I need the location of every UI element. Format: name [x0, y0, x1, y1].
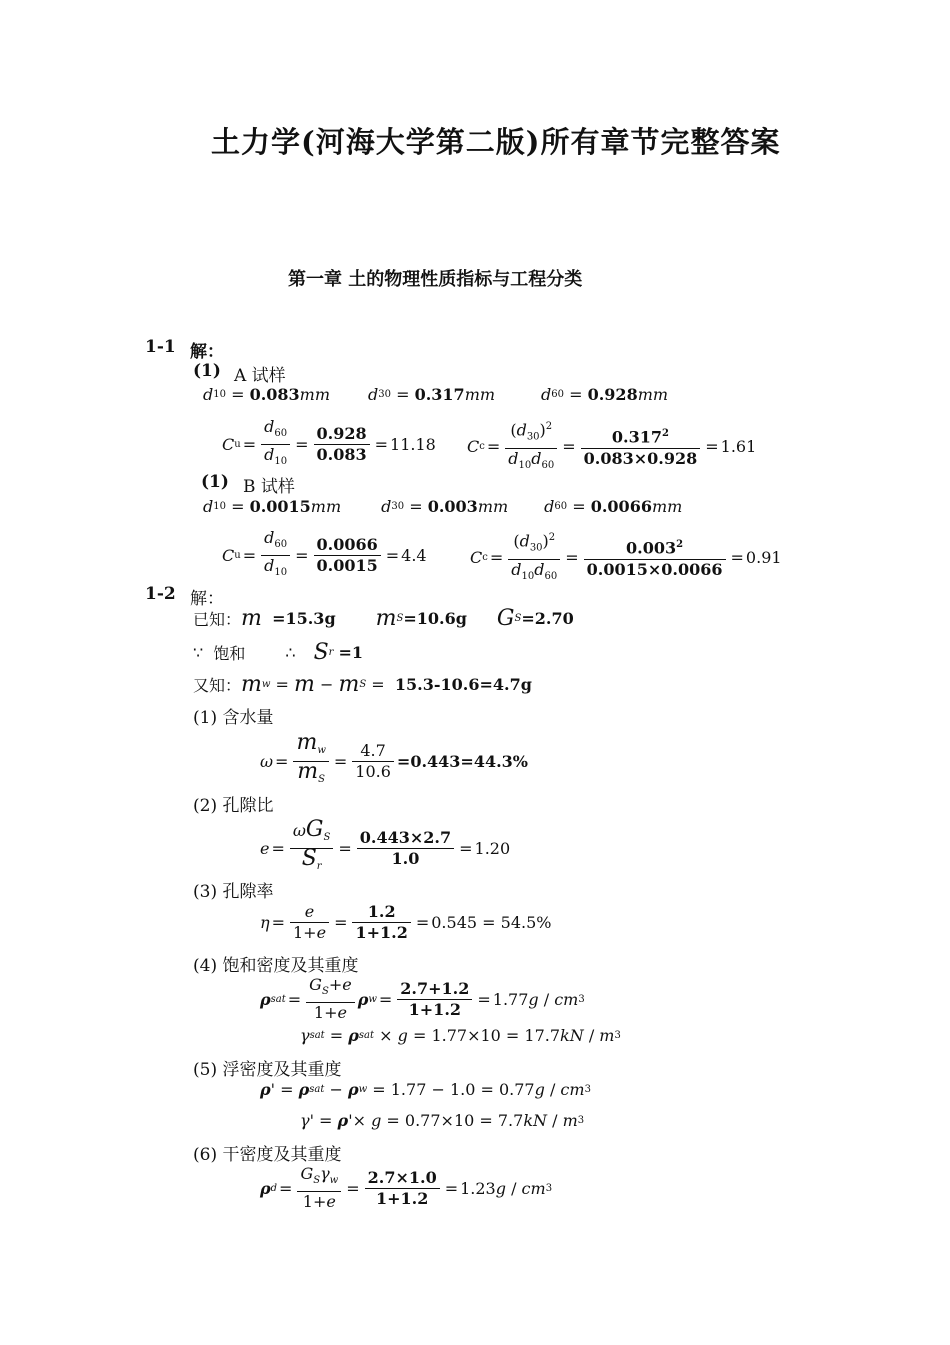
gsat-result: 1.77×10 = 17.7 [431, 1026, 561, 1045]
also-known-label: 又知： [193, 676, 242, 695]
because-symbol: ∵ [193, 643, 204, 662]
step-porosity: (3) 孔隙率 [193, 882, 274, 902]
n-result: 0.545 = 54.5% [431, 913, 552, 932]
sample-a-label: A 试样 [234, 366, 286, 386]
cc-numerator: 0.317 [611, 427, 663, 447]
sample-a-index: (1) [193, 361, 221, 381]
d60-value: 0.0066 [590, 497, 652, 516]
sample-a-cc-equation: C c = $\frac{(d_{30})^2}{d_{10}d_{60}}$ = $\frac{0.317^2}{0.083\times 0.928}$ = 1.61 [467, 417, 756, 476]
saturation-value: =1 [338, 643, 364, 662]
sample-b-label: B 试样 [243, 477, 295, 497]
rsat-numerator: 2.7+1.2 [397, 979, 472, 1000]
solution-label: 解： [190, 342, 224, 362]
saturated-density-equation: ρ sat = $\frac{G_S+e}{1+e}$ ρ w = $\frac{2.7+1.2}{1+1.2}$ = 1.77 g / cm 3 [260, 975, 585, 1023]
solution-label: 解： [190, 589, 224, 609]
step-buoyant-density: (5) 浮密度及其重度 [193, 1060, 342, 1080]
dry-density-equation: ρ d = $\frac{G_S\gamma_w}{1+e}$ = $\frac{2.7\times 1.0}{1+1.2}$ = 1.23 g / cm 3 [260, 1164, 553, 1212]
e-denominator: 1.0 [391, 849, 420, 869]
d30-value: 0.003 [427, 497, 478, 516]
sample-b-cu-equation: C u = $\frac{d_{60}}{d_{10}}$ = $\frac{0.0066}{0.0015}$ = 4.4 [222, 528, 427, 579]
porosity-equation: η = $\frac{e}{1+e}$ = $\frac{1.2}{1+1.2}$ = 0.545 = 54.5% [260, 902, 552, 942]
water-content-equation: ω = $\frac{m_w}{m_S}$ = $\frac{4.7}{10.6}$ =0.443=44.3% [260, 730, 529, 786]
cu-denominator: 0.083 [316, 445, 367, 465]
rd-denominator: 1+1.2 [375, 1188, 429, 1208]
sample-a-grain-sizes: d 10 = 0.083 mm d 30 = 0.317 mm d 60 = 0.928 mm [203, 385, 669, 404]
specific-gravity-value: =2.70 [521, 609, 574, 628]
d60-value: 0.928 [587, 385, 638, 404]
step-void-ratio: (2) 孔隙比 [193, 796, 274, 816]
cu-result: 11.18 [390, 435, 436, 455]
cc-result: 1.61 [720, 436, 757, 456]
d10-value: 0.0015 [249, 497, 311, 516]
e-numerator: 0.443×2.7 [357, 828, 454, 849]
gp-result: 0.77×10 = 7.7 [404, 1111, 524, 1130]
mass-value: =15.3g [272, 609, 336, 628]
sample-b-grain-sizes: d 10 = 0.0015 mm d 30 = 0.003 mm d 60 = 0.0066 mm [203, 497, 683, 516]
cc-numerator: 0.003 [626, 538, 677, 558]
n-numerator: 1.2 [352, 902, 410, 923]
cu-denominator: 0.0015 [316, 556, 378, 576]
w-numerator: 4.7 [352, 741, 394, 762]
cu-numerator: 0.928 [314, 424, 370, 445]
e-result: 1.20 [474, 839, 511, 859]
document-title: 土力学(河海大学第二版)所有章节完整答案 [211, 125, 781, 159]
cc-denominator: 0.083×0.928 [583, 448, 698, 468]
chapter-heading: 第一章 土的物理性质指标与工程分类 [288, 269, 583, 290]
saturated-unit-weight-line: γ sat = ρ sat × g = 1.77×10 = 17.7 kN / m 3 [300, 1026, 621, 1045]
rd-numerator: 2.7×1.0 [365, 1168, 440, 1189]
cu-numerator: 0.0066 [314, 535, 381, 556]
step-water-content: (1) 含水量 [193, 708, 274, 728]
solid-mass-value: =10.6g [403, 609, 467, 628]
therefore-symbol: ∴ [285, 643, 296, 662]
n-denominator: 1+1.2 [355, 923, 408, 942]
known-label: 已知： [193, 610, 242, 629]
problem-number: 1-2 [145, 584, 176, 604]
sample-a-cu-equation: C u = $\frac{d_{60}}{d_{10}}$ = $\frac{0.928}{0.083}$ = 11.18 [222, 417, 436, 468]
w-denominator: 10.6 [355, 762, 391, 782]
w-result: =0.443=44.3% [396, 752, 529, 772]
water-mass-value: 15.3-10.6=4.7g [394, 675, 532, 694]
cc-result: 0.91 [745, 547, 782, 567]
buoyant-density-line: ρ ' = ρ sat − ρ w = 1.77 − 1.0 = 0.77 g / cm 3 [260, 1080, 591, 1099]
sample-b-cc-equation: C c = $\frac{(d_{30})^2}{d_{10}d_{60}}$ = $\frac{0.003^2}{0.0015\times 0.0066}$ = 0.91 [470, 528, 782, 587]
step-dry-density: (6) 干密度及其重度 [193, 1145, 342, 1165]
d10-value: 0.083 [249, 385, 300, 404]
water-mass-line: 又知： m w = m − m S = 15.3-10.6=4.7g [193, 672, 532, 697]
step-saturated-density: (4) 饱和密度及其重度 [193, 956, 359, 976]
rp-result: 1.77 − 1.0 = 0.77 [390, 1080, 535, 1099]
problem-number: 1-1 [145, 337, 176, 357]
buoyant-unit-weight-line: γ ' = ρ '× g = 0.77×10 = 7.7 kN / m 3 [300, 1111, 585, 1130]
rd-result: 1.23 [460, 1178, 496, 1198]
void-ratio-equation: e = $\frac{\omega G_S}{S_r}$ = $\frac{0.443\times 2.7}{1.0}$ = 1.20 [260, 817, 511, 873]
cu-result: 4.4 [401, 546, 427, 566]
d30-value: 0.317 [414, 385, 465, 404]
sample-b-index: (1) [201, 472, 229, 492]
saturated-text: 饱和 [213, 644, 246, 663]
saturation-line: ∵ 饱和 ∴ S r =1 [193, 640, 364, 665]
cc-denominator: 0.0015×0.0066 [586, 559, 723, 579]
known-values-line: 已知： m =15.3g m S =10.6g G S =2.70 [193, 606, 574, 631]
rsat-result: 1.77 [492, 989, 529, 1009]
rsat-denominator: 1+1.2 [408, 999, 462, 1019]
